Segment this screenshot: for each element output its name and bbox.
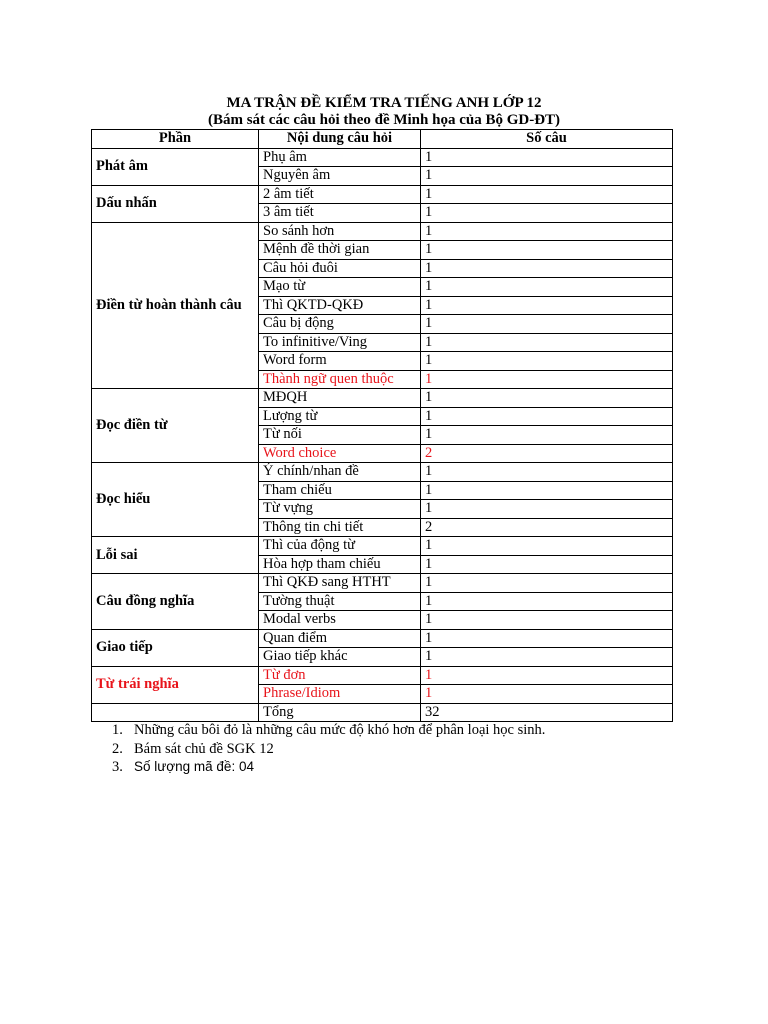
content-cell: Từ nối [259, 426, 421, 445]
note-text: Số lượng mã đề: 04 [134, 759, 254, 774]
content-cell: Phụ âm [259, 148, 421, 167]
content-cell: Word form [259, 352, 421, 371]
count-cell: 1 [421, 167, 673, 186]
section-name-cell: Đọc hiểu [92, 463, 259, 537]
section-name-cell [92, 703, 259, 722]
count-cell: 1 [421, 666, 673, 685]
count-cell: 1 [421, 629, 673, 648]
content-cell: Ý chính/nhan đề [259, 463, 421, 482]
count-cell: 1 [421, 481, 673, 500]
count-cell: 1 [421, 259, 673, 278]
count-cell: 1 [421, 685, 673, 704]
count-cell: 1 [421, 148, 673, 167]
content-cell: Tường thuật [259, 592, 421, 611]
section-name-cell: Dấu nhấn [92, 185, 259, 222]
table-row [92, 222, 673, 241]
content-cell: To infinitive/Ving [259, 333, 421, 352]
header-count: Số câu [421, 130, 673, 149]
content-cell: MĐQH [259, 389, 421, 408]
note-number: 2. [112, 740, 123, 757]
table-row [92, 703, 673, 722]
content-cell: Giao tiếp khác [259, 648, 421, 667]
count-cell: 1 [421, 574, 673, 593]
content-cell: Từ vựng [259, 500, 421, 519]
count-cell: 1 [421, 204, 673, 223]
count-cell: 1 [421, 648, 673, 667]
content-cell: Câu bị động [259, 315, 421, 334]
content-cell: Lượng từ [259, 407, 421, 426]
content-cell: Hòa hợp tham chiếu [259, 555, 421, 574]
section-name-cell: Đọc điền từ [92, 389, 259, 463]
count-cell: 1 [421, 611, 673, 630]
table-row [92, 185, 673, 204]
section-name-cell: Điền từ hoàn thành câu [92, 222, 259, 389]
table-body [92, 148, 673, 722]
note-item [112, 721, 545, 740]
notes-list [112, 721, 545, 777]
count-cell: 32 [421, 703, 673, 722]
count-cell: 1 [421, 333, 673, 352]
content-cell: Thành ngữ quen thuộc [259, 370, 421, 389]
content-cell: Thì QKTD-QKĐ [259, 296, 421, 315]
table-row [92, 574, 673, 593]
content-cell: Thì QKĐ sang HTHT [259, 574, 421, 593]
count-cell: 1 [421, 463, 673, 482]
table-row [92, 537, 673, 556]
count-cell: 1 [421, 296, 673, 315]
count-cell: 1 [421, 185, 673, 204]
table-row [92, 666, 673, 685]
section-name-cell: Câu đồng nghĩa [92, 574, 259, 630]
content-cell: Tổng [259, 703, 421, 722]
content-cell: Câu hỏi đuôi [259, 259, 421, 278]
content-cell: Word choice [259, 444, 421, 463]
table-row [92, 389, 673, 408]
content-cell: Mạo từ [259, 278, 421, 297]
header-section: Phần [92, 130, 259, 149]
content-cell: Quan điểm [259, 629, 421, 648]
content-cell: Mệnh đề thời gian [259, 241, 421, 260]
count-cell: 1 [421, 500, 673, 519]
table-row [92, 148, 673, 167]
count-cell: 1 [421, 370, 673, 389]
document-title: MA TRẬN ĐỀ KIỂM TRA TIẾNG ANH LỚP 12 [226, 95, 542, 111]
content-cell: Tham chiếu [259, 481, 421, 500]
note-item [112, 740, 545, 759]
section-name-cell: Phát âm [92, 148, 259, 185]
content-cell: Thông tin chi tiết [259, 518, 421, 537]
content-cell: Từ đơn [259, 666, 421, 685]
note-text: Bám sát chủ đề SGK 12 [134, 740, 274, 757]
content-cell: Nguyên âm [259, 167, 421, 186]
note-text: Những câu bôi đỏ là những câu mức độ khó hơn để phân loại học sinh. [134, 722, 546, 738]
table-header-row [92, 130, 673, 149]
count-cell: 1 [421, 315, 673, 334]
table-row [92, 629, 673, 648]
section-name-cell: Giao tiếp [92, 629, 259, 666]
section-name-cell: Lỗi sai [92, 537, 259, 574]
note-number: 3. [112, 759, 123, 775]
exam-matrix-table [91, 129, 673, 722]
content-cell: Phrase/Idiom [259, 685, 421, 704]
count-cell: 1 [421, 241, 673, 260]
count-cell: 1 [421, 222, 673, 241]
count-cell: 1 [421, 389, 673, 408]
count-cell: 2 [421, 518, 673, 537]
section-name-cell: Từ trái nghĩa [92, 666, 259, 703]
count-cell: 1 [421, 407, 673, 426]
count-cell: 1 [421, 278, 673, 297]
count-cell: 1 [421, 352, 673, 371]
header-content: Nội dung câu hỏi [259, 130, 421, 149]
note-item [112, 758, 545, 777]
count-cell: 1 [421, 537, 673, 556]
count-cell: 1 [421, 555, 673, 574]
document-subtitle: (Bám sát các câu hỏi theo đề Minh họa của Bộ GD-ĐT) [207, 112, 561, 128]
count-cell: 1 [421, 426, 673, 445]
content-cell: So sánh hơn [259, 222, 421, 241]
content-cell: 2 âm tiết [259, 185, 421, 204]
note-number: 1. [112, 722, 123, 738]
count-cell: 2 [421, 444, 673, 463]
table-row [92, 463, 673, 482]
content-cell: 3 âm tiết [259, 204, 421, 223]
content-cell: Modal verbs [259, 611, 421, 630]
count-cell: 1 [421, 592, 673, 611]
content-cell: Thì của động từ [259, 537, 421, 556]
